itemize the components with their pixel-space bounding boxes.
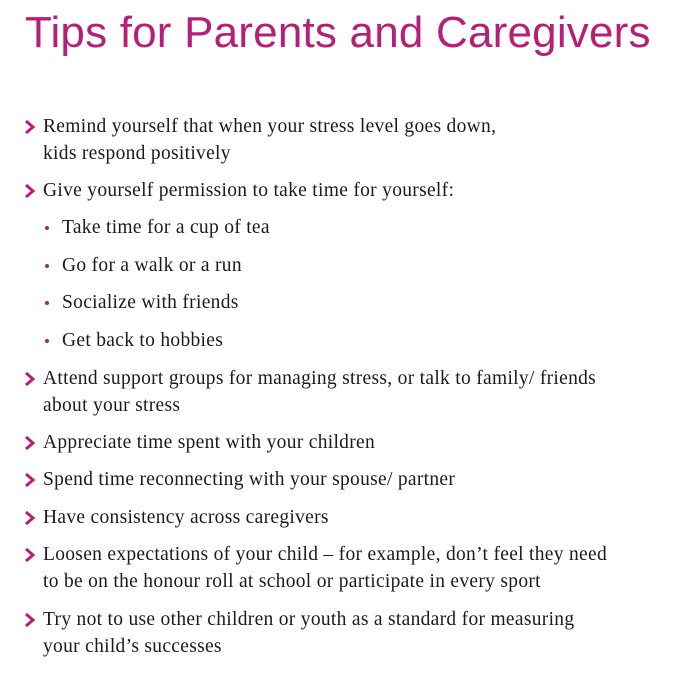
list-item-line: Attend support groups for managing stress, or talk to family/ friends [43, 368, 597, 389]
small-dot-icon [44, 263, 50, 269]
list-item [0, 606, 687, 660]
page-title: Tips for Parents and Caregivers [25, 8, 651, 57]
list-item-line: Go for a walk or a run [62, 255, 242, 276]
list-item [0, 429, 687, 456]
list-item-line: Try not to use other children or youth as a standard for measuring [43, 609, 575, 630]
chevron-right-icon [24, 119, 36, 135]
list-item-line: Spend time reconnecting with your spouse/ partner [43, 469, 456, 490]
small-dot-icon [44, 225, 50, 231]
list-item-line: about your stress [43, 395, 181, 416]
small-dot-icon [44, 338, 50, 344]
list-item [0, 504, 687, 531]
list-sub-item [0, 327, 682, 354]
chevron-right-icon [24, 435, 36, 451]
list-sub-item [0, 252, 682, 279]
list-item-line: Appreciate time spent with your children [43, 432, 376, 453]
list-sub-item [0, 289, 682, 316]
list-sub-item [0, 214, 682, 241]
list-item [0, 466, 687, 493]
chevron-right-icon [24, 183, 36, 199]
list-item [0, 177, 687, 204]
list-item [0, 113, 687, 167]
small-dot-icon [44, 300, 50, 306]
chevron-right-icon [24, 371, 36, 387]
list-item-line: to be on the honour roll at school or participate in every sport [43, 571, 541, 592]
list-item-line: Loosen expectations of your child – for example, don’t feel they need [43, 544, 607, 565]
list-item-line: Socialize with friends [62, 292, 239, 313]
list-item-line: Take time for a cup of tea [62, 217, 270, 238]
chevron-right-icon [24, 510, 36, 526]
list-item [0, 541, 687, 595]
list-item-line: kids respond positively [43, 143, 231, 164]
chevron-right-icon [24, 547, 36, 563]
list-item-line: Have consistency across caregivers [43, 507, 329, 528]
list-item-line: your child’s successes [43, 636, 222, 657]
list-item-line: Give yourself permission to take time for yourself: [43, 180, 455, 201]
chevron-right-icon [24, 612, 36, 628]
list-item [0, 365, 687, 419]
chevron-right-icon [24, 472, 36, 488]
list-item-line: Remind yourself that when your stress level goes down, [43, 116, 497, 137]
list-item-line: Get back to hobbies [62, 330, 224, 351]
